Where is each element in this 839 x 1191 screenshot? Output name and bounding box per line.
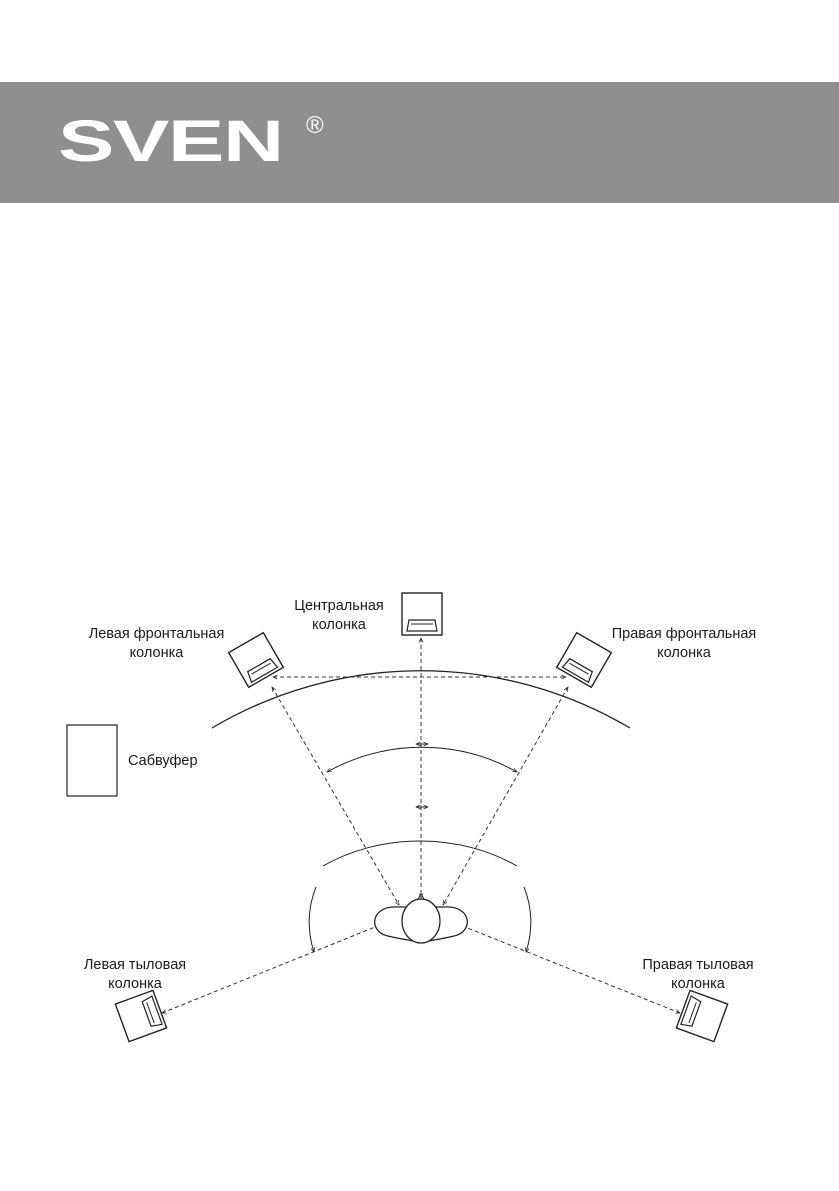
listener-figure (375, 894, 468, 943)
rear-angle-arc-left (309, 887, 316, 952)
subwoofer-label: Сабвуфер (128, 753, 198, 769)
rear-angle-arc-right (524, 887, 531, 952)
front-right-sightline (443, 687, 568, 905)
center-speaker (402, 593, 442, 635)
center-speaker-label: Центральная колонка (294, 598, 384, 633)
sven-logo: SVEN (58, 107, 283, 174)
front-left-sightline (272, 687, 399, 905)
front-right-speaker-label: Правая фронтальная колонка (611, 626, 757, 661)
rear-right-speaker-label: Правая тыловая колонка (642, 957, 754, 992)
rear-left-speaker-label: Левая тыловая колонка (83, 957, 187, 992)
registered-mark: ® (306, 112, 324, 139)
rear-right-speaker (676, 990, 727, 1041)
rear-left-speaker (115, 990, 166, 1041)
front-left-speaker-label: Левая фронтальная колонка (88, 626, 225, 661)
front-speaker-arc (212, 671, 630, 728)
front-angle-arc (327, 747, 517, 772)
subwoofer-box (67, 725, 117, 796)
rear-angle-arc-top (323, 841, 517, 866)
